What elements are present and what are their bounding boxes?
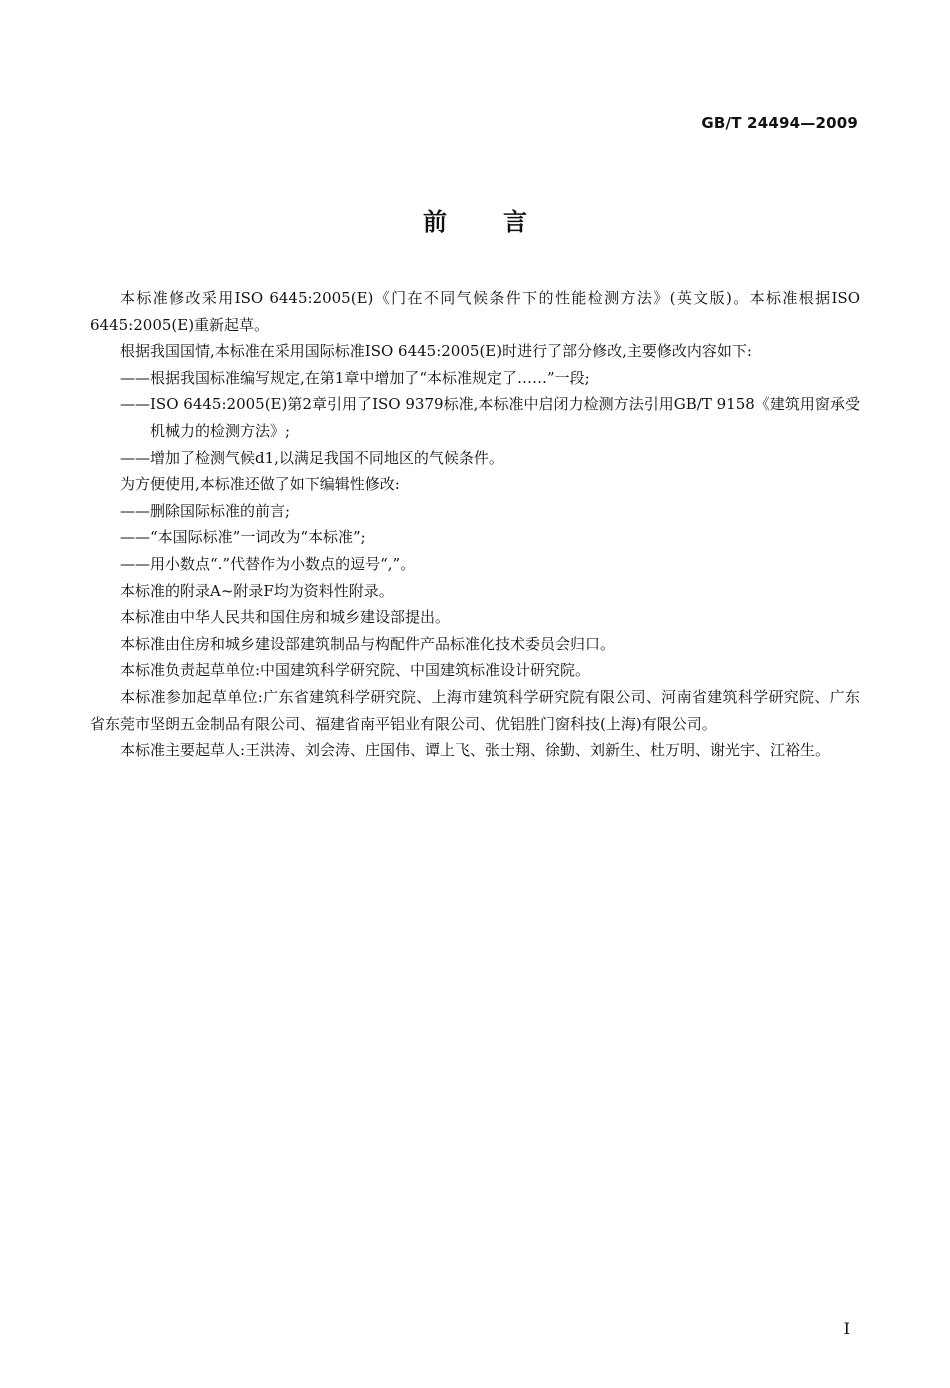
- paragraph-editorial-intro: 为方便使用,本标准还做了如下编辑性修改:: [120, 475, 400, 494]
- paragraph-lead-drafters: 本标准负责起草单位:中国建筑科学研究院、中国建筑标准设计研究院。: [120, 661, 591, 680]
- paragraph-participating-drafters: 本标准参加起草单位:广东省建筑科学研究院、上海市建筑科学研究院有限公司、河南省建筑科学研究院、广东省东莞市坚朗五金制品有限公司、福建省南平铝业有限公司、优铝胜门窗科技(上海)有限公司。: [90, 687, 860, 733]
- list-item-editorial: ——用小数点“.”代替作为小数点的逗号“,”。: [120, 554, 416, 573]
- list-item-editorial: ——“本国际标准”一词改为“本标准”;: [120, 528, 366, 547]
- list-item-modification: ——增加了检测气候d1,以满足我国不同地区的气候条件。: [120, 448, 504, 467]
- paragraph-main-authors: 本标准主要起草人:王洪涛、刘会涛、庄国伟、谭上飞、张士翔、徐勤、刘新生、杜万明、谢光宇、江裕生。: [120, 741, 831, 760]
- paragraph-committee: 本标准由住房和城乡建设部建筑制品与构配件产品标准化技术委员会归口。: [120, 634, 616, 653]
- page-title: 前言: [423, 208, 583, 236]
- list-item-editorial: ——删除国际标准的前言;: [120, 501, 291, 520]
- paragraph-modifications-intro: 根据我国国情,本标准在采用国际标准ISO 6445:2005(E)时进行了部分修改,主要修改内容如下:: [120, 342, 752, 361]
- standard-number: GB/T 24494—2009: [701, 114, 858, 132]
- document-body: [90, 285, 860, 764]
- paragraph-proposer: 本标准由中华人民共和国住房和城乡建设部提出。: [120, 608, 451, 627]
- paragraph-appendix: 本标准的附录A~附录F均为资料性附录。: [120, 581, 394, 600]
- list-item-modification: ——根据我国标准编写规定,在第1章中增加了“本标准规定了……”一段;: [120, 368, 590, 387]
- page-number: I: [843, 1319, 850, 1338]
- list-item-modification: ——ISO 6445:2005(E)第2章引用了ISO 9379标准,本标准中启闭力检测方法引用GB/T 9158《建筑用窗承受机械力的检测方法》;: [120, 395, 860, 440]
- paragraph-adoption: 本标准修改采用ISO 6445:2005(E)《门在不同气候条件下的性能检测方法》(英文版)。本标准根据ISO 6445:2005(E)重新起草。: [90, 289, 860, 334]
